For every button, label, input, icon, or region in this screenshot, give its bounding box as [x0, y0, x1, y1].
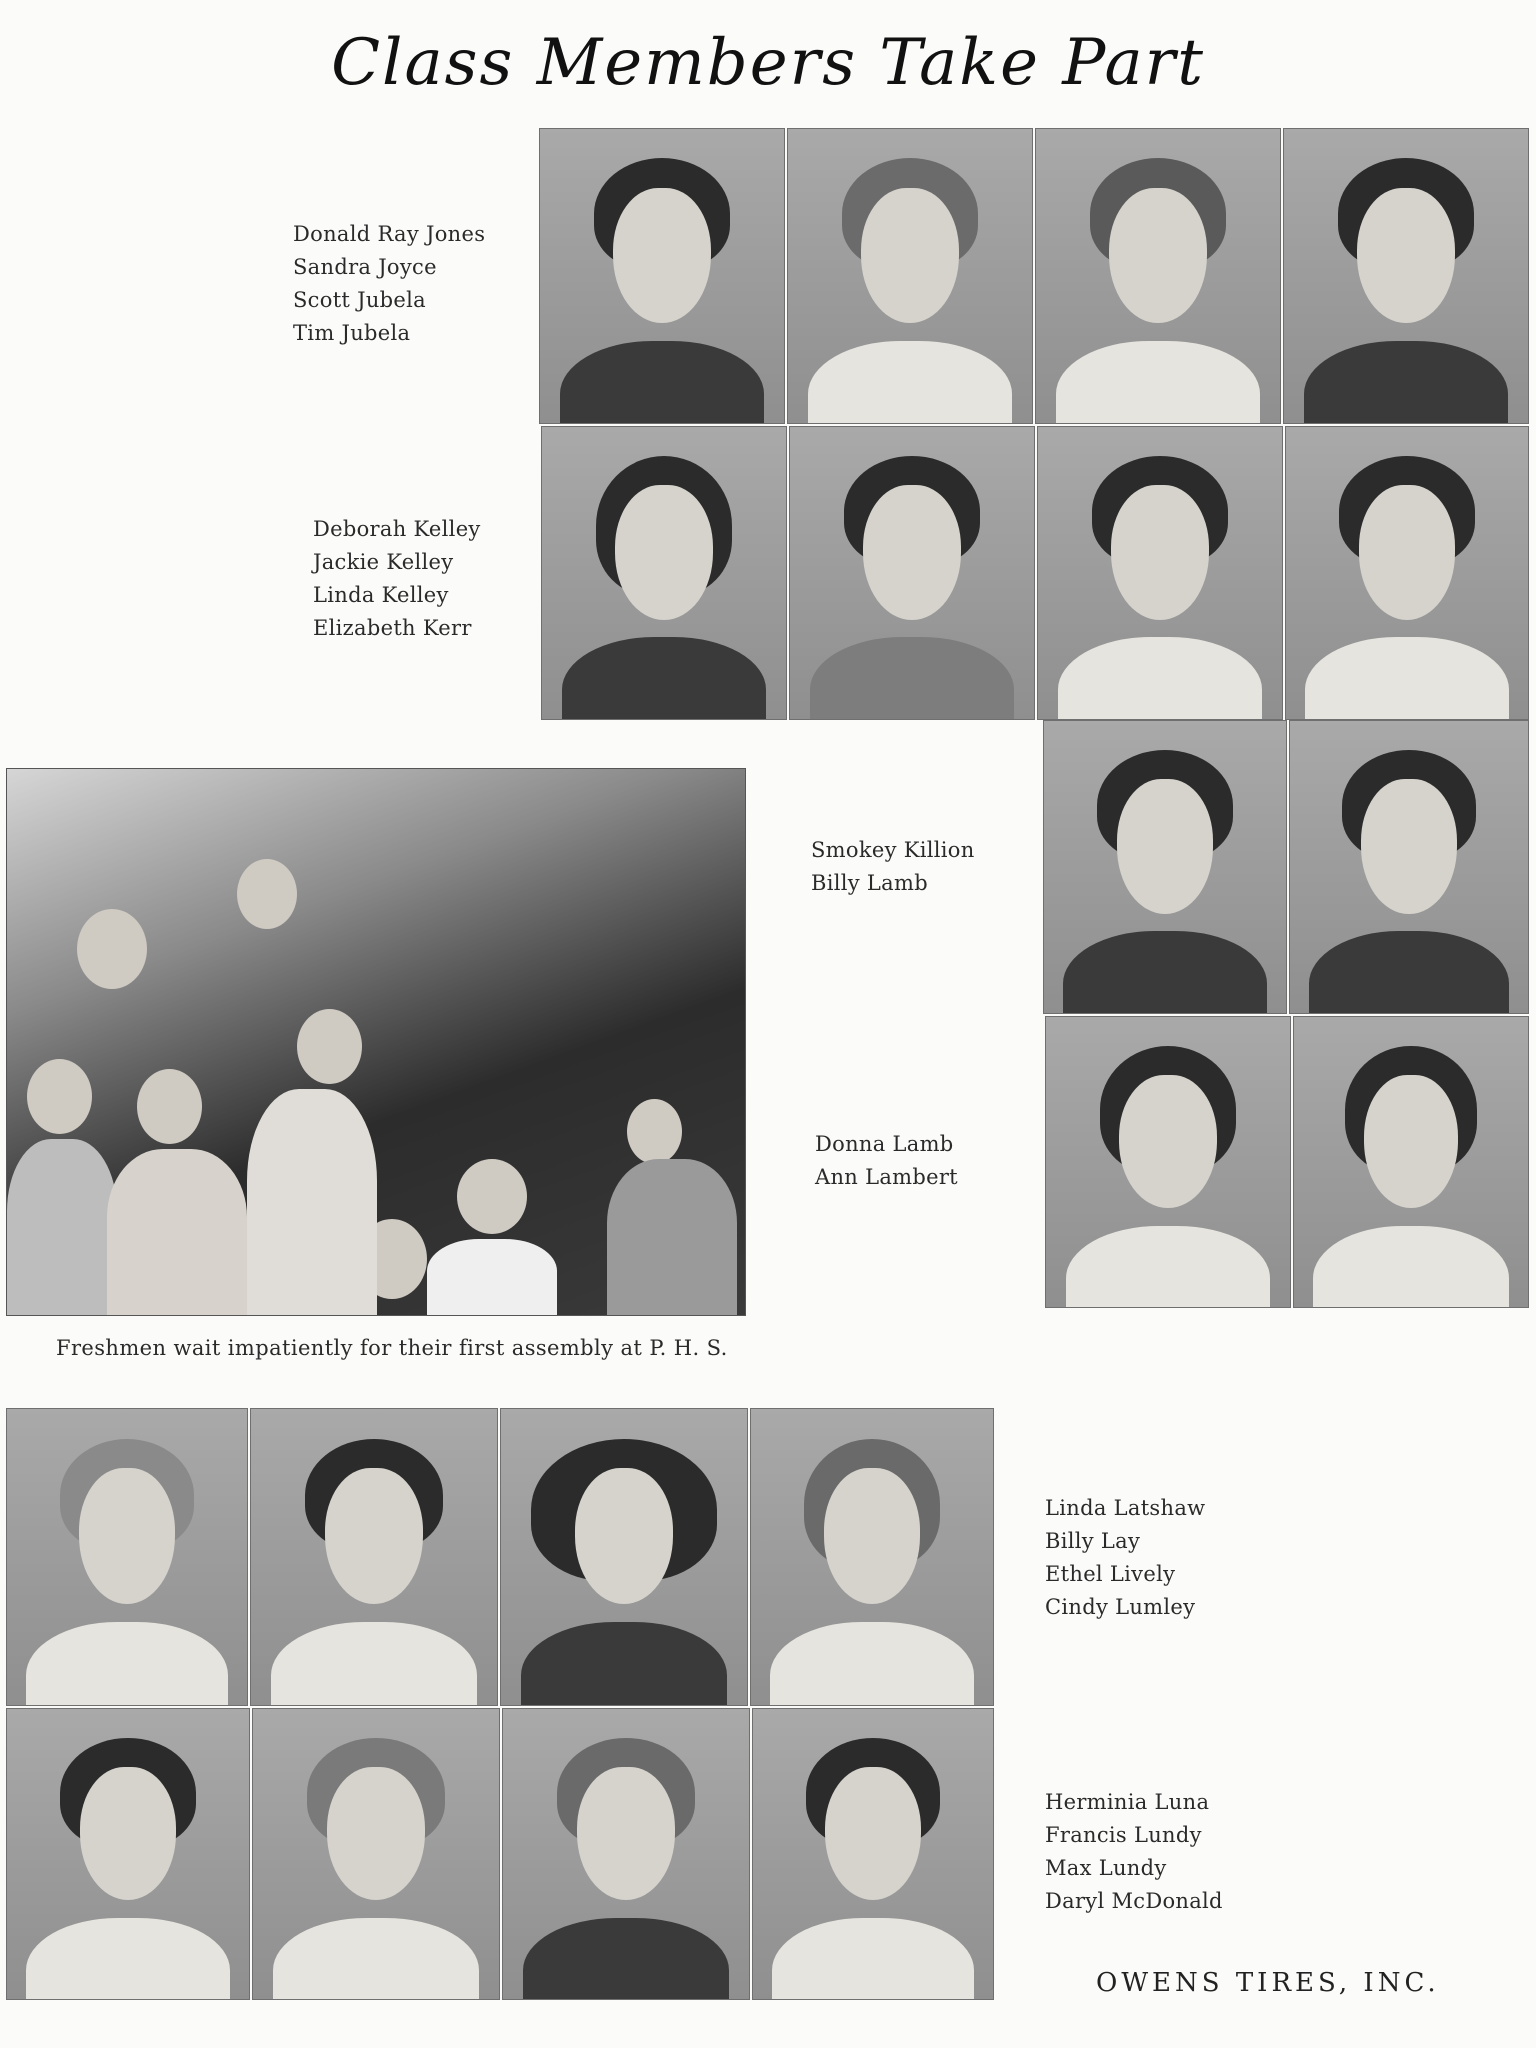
- portrait-photo: [1043, 720, 1287, 1014]
- student-name: Donald Ray Jones: [293, 222, 486, 246]
- name-list: [811, 834, 975, 900]
- student-name: Smokey Killion: [811, 838, 975, 862]
- portrait-photo: [789, 426, 1035, 720]
- portrait-photo: [1037, 426, 1283, 720]
- name-list: [1045, 1492, 1205, 1624]
- portrait-photo: [6, 1408, 248, 1706]
- name-list: [293, 218, 485, 350]
- student-name: Ann Lambert: [815, 1165, 958, 1189]
- student-name: Daryl McDonald: [1045, 1889, 1223, 1913]
- portrait-photo: [6, 1708, 250, 2000]
- portrait-photo: [539, 128, 785, 424]
- portrait-photo: [1293, 1016, 1529, 1308]
- student-name: Herminia Luna: [1045, 1790, 1210, 1814]
- portrait-photo: [502, 1708, 750, 2000]
- page-title: Class Members Take Part: [331, 26, 1205, 100]
- student-name: Linda Latshaw: [1045, 1496, 1206, 1520]
- portrait-photo: [500, 1408, 748, 1706]
- student-name: Elizabeth Kerr: [313, 616, 472, 640]
- name-list: [1045, 1786, 1223, 1918]
- portrait-photo: [1035, 128, 1281, 424]
- portrait-photo: [250, 1408, 498, 1706]
- portrait-photo: [750, 1408, 994, 1706]
- portrait-photo: [1285, 426, 1529, 720]
- name-list: [815, 1128, 958, 1194]
- portrait-photo: [1289, 720, 1529, 1014]
- student-name: Francis Lundy: [1045, 1823, 1202, 1847]
- portrait-photo: [252, 1708, 500, 2000]
- group-photo-caption: Freshmen wait impatiently for their first assembly at P. H. S.: [56, 1336, 728, 1360]
- student-name: Linda Kelley: [313, 583, 449, 607]
- student-name: Scott Jubela: [293, 288, 426, 312]
- group-photo: [6, 768, 746, 1316]
- portrait-photo: [787, 128, 1033, 424]
- student-name: Max Lundy: [1045, 1856, 1167, 1880]
- student-name: Sandra Joyce: [293, 255, 437, 279]
- portrait-photo: [752, 1708, 994, 2000]
- name-list: [313, 513, 481, 645]
- portrait-photo: [1283, 128, 1529, 424]
- student-name: Tim Jubela: [293, 321, 411, 345]
- student-name: Jackie Kelley: [313, 550, 454, 574]
- advertiser-credit: OWENS TIRES, INC.: [1096, 1968, 1440, 1998]
- portrait-photo: [1045, 1016, 1291, 1308]
- portrait-photo: [541, 426, 787, 720]
- student-name: Ethel Lively: [1045, 1562, 1176, 1586]
- student-name: Cindy Lumley: [1045, 1595, 1196, 1619]
- student-name: Donna Lamb: [815, 1132, 954, 1156]
- student-name: Deborah Kelley: [313, 517, 481, 541]
- student-name: Billy Lamb: [811, 871, 928, 895]
- student-name: Billy Lay: [1045, 1529, 1141, 1553]
